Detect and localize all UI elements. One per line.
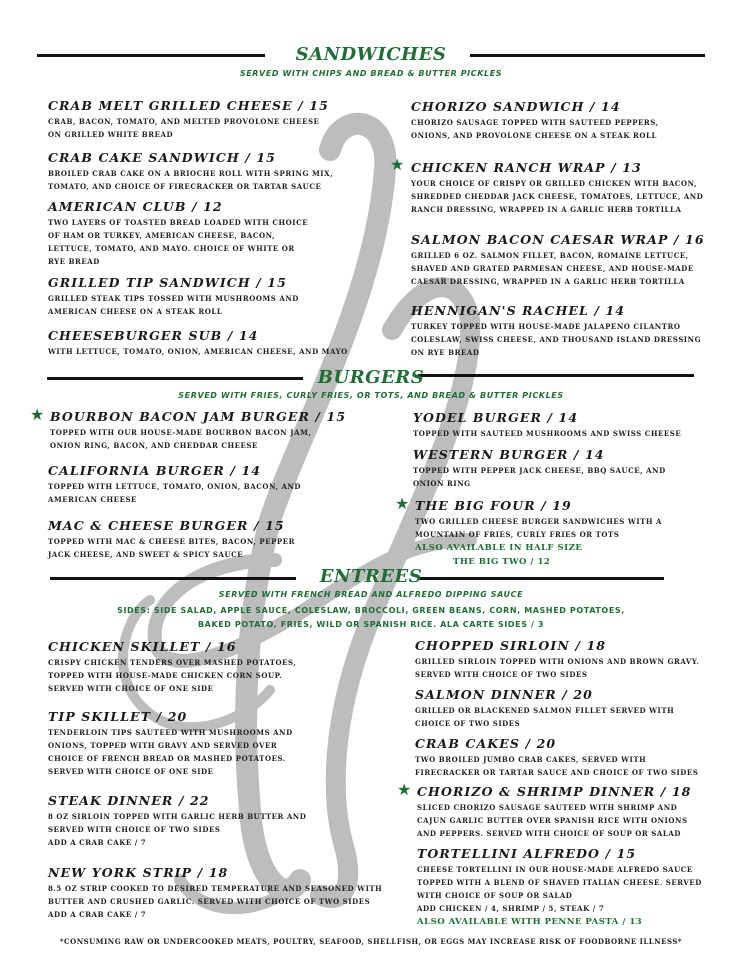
item-desc: CRAB, BACON, TOMATO, AND MELTED PROVOLONE CHEESE [48,117,320,126]
item-desc: GRILLED STEAK TIPS TOSSED WITH MUSHROOMS AND [48,294,299,303]
menu-item [415,497,715,569]
item-desc: SHAVED AND GRATED PARMESAN CHEESE, AND HOUSE-MADE [411,264,694,273]
sides-list: SIDES: SIDE SALAD, APPLE SAUCE, COLESLAW, BROCCOLI, GREEN BEANS, CORN, MASHED POTATOES, [117,606,625,615]
item-desc: CAJUN GARLIC BUTTER OVER SPANISH RICE WITH ONIONS [417,816,688,825]
item-desc: CHOICE OF FRENCH BREAD OR MASHED POTATOES. [48,754,286,763]
item-name: MAC & CHEESE BURGER / 15 [48,518,285,533]
item-desc: ON GRILLED WHITE BREAD [48,130,174,139]
item-desc: ONION RING, BACON, AND CHEDDAR CHEESE [50,441,258,450]
item-name: CHEESEBURGER SUB / 14 [48,328,259,343]
item-name: THE BIG FOUR / 19 [415,498,572,513]
item-desc: AND PEPPERS. SERVED WITH CHOICE OF SOUP OR SALAD [417,829,681,838]
item-desc: WITH CHOICE OF SOUP OR SALAD [417,891,573,900]
item-desc: TOPPED WITH OUR HOUSE-MADE BOURBON BACON JAM, [50,428,312,437]
item-note: ALSO AVAILABLE IN HALF SIZE [415,543,583,553]
menu-item [415,686,725,730]
item-desc: TWO LAYERS OF TOASTED BREAD LOADED WITH CHOICE [48,218,309,227]
sides-list: BAKED POTATO, FRIES, WILD OR SPANISH RICE. ALA CARTE SIDES / 3 [197,620,545,629]
section-title-entrees: ENTREES [319,566,423,587]
item-desc: AMERICAN CHEESE ON A STEAK ROLL [48,307,223,316]
item-note: ALSO AVAILABLE WITH PENNE PASTA / 13 [417,917,643,927]
item-name: GRILLED TIP SANDWICH / 15 [48,275,287,290]
item-desc: ADD A CRAB CAKE / 7 [48,838,147,847]
item-desc: BROILED CRAB CAKE ON A BRIOCHE ROLL WITH SPRING MIX, [48,169,334,178]
item-desc: GRILLED SIRLOIN TOPPED WITH ONIONS AND BROWN GRAVY. [415,657,700,666]
item-desc: GRILLED OR BLACKENED SALMON FILLET SERVED WITH [415,706,675,715]
menu-item [411,302,721,359]
item-desc: MOUNTAIN OF FRIES, CURLY FRIES OR TOTS [415,530,620,539]
item-desc: RYE BREAD [48,257,100,266]
item-desc: AMERICAN CHEESE [48,495,137,504]
item-desc: OF HAM OR TURKEY, AMERICAN CHEESE, BACON, [48,231,276,240]
menu-item [415,735,725,779]
menu-item [48,638,368,695]
item-desc: ONIONS, TOPPED WITH GRAVY AND SERVED OVER [48,741,278,750]
item-desc: TWO BROILED JUMBO CRAB CAKES, SERVED WITH [415,755,647,764]
menu-item [415,637,725,681]
item-desc: TURKEY TOPPED WITH HOUSE-MADE JALAPENO CILANTRO [411,322,681,331]
item-desc: SERVED WITH CHOICE OF TWO SIDES [48,825,221,834]
item-desc: ADD CHICKEN / 4, SHRIMP / 5, STEAK / 7 [417,904,605,913]
item-name: CHORIZO SANDWICH / 14 [411,99,621,114]
item-desc: CHOICE OF TWO SIDES [415,719,521,728]
item-desc: ONIONS, AND PROVOLONE CHEESE ON A STEAK ROLL [411,131,657,140]
menu-item [48,792,368,849]
item-desc: LETTUCE, TOMATO, AND MAYO. CHOICE OF WHITE OR [48,244,295,253]
item-desc: ON RYE BREAD [411,348,480,357]
item-name: AMERICAN CLUB / 12 [48,199,223,214]
menu-item [411,159,721,216]
item-name: SALMON DINNER / 20 [415,687,593,702]
item-desc: BUTTER AND CRUSHED GARLIC. SERVED WITH CHOICE OF TWO SIDES [48,897,371,906]
menu-item [413,409,713,440]
star-icon: ★ [390,155,405,174]
menu-item [50,408,370,452]
menu-item [48,274,368,318]
section-subtitle-entrees: SERVED WITH FRENCH BREAD AND ALFREDO DIPPING SAUCE [218,590,524,599]
menu-item [48,97,368,141]
menu-item [48,708,368,778]
item-desc: TOPPED WITH A BLEND OF SHAVED ITALIAN CHEESE. SERVED [417,878,702,887]
item-desc: TOMATO, AND CHOICE OF FIRECRACKER OR TARTAR SAUCE [48,182,322,191]
item-desc: TENDERLOIN TIPS SAUTEED WITH MUSHROOMS AND [48,728,293,737]
item-desc: RANCH DRESSING, WRAPPED IN A GARLIC HERB TORTILLA [411,205,682,214]
item-desc: TOPPED WITH MAC & CHEESE BITES, BACON, PEPPER [48,537,295,546]
section-title-burgers: BURGERS [317,367,425,388]
item-name: CRAB CAKES / 20 [415,736,557,751]
menu-item [411,98,711,142]
item-name: NEW YORK STRIP / 18 [48,865,229,880]
menu-item [417,783,727,840]
menu-item [48,517,368,561]
menu-item [411,231,721,288]
item-name: CRAB MELT GRILLED CHEESE / 15 [48,98,329,113]
item-desc: COLESLAW, SWISS CHEESE, AND THOUSAND ISLAND DRESSING [411,335,702,344]
item-desc: TWO GRILLED CHEESE BURGER SANDWICHES WITH A [415,517,663,526]
item-desc: SERVED WITH CHOICE OF ONE SIDE [48,684,214,693]
item-note: THE BIG TWO / 12 [453,557,551,567]
item-desc: SERVED WITH CHOICE OF TWO SIDES [415,670,588,679]
item-desc: TOPPED WITH SAUTEED MUSHROOMS AND SWISS CHEESE [413,429,682,438]
item-name: YODEL BURGER / 14 [413,410,579,425]
section-subtitle-sandwiches: SERVED WITH CHIPS AND BREAD & BUTTER PICKLES [239,69,503,78]
item-name: HENNIGAN'S RACHEL / 14 [411,303,626,318]
menu-item [48,864,388,921]
item-desc: CHEESE TORTELLINI IN OUR HOUSE-MADE ALFREDO SAUCE [417,865,693,874]
item-desc: 8 OZ SIRLOIN TOPPED WITH GARLIC HERB BUTTER AND [48,812,307,821]
item-desc: SHREDDED CHEDDAR JACK CHEESE, TOMATOES, LETTUCE, AND [411,192,704,201]
item-desc: TOPPED WITH HOUSE-MADE CHICKEN CORN SOUP. [48,671,283,680]
item-desc: GRILLED 6 OZ. SALMON FILLET, BACON, ROMAINE LETTUCE, [411,251,689,260]
item-name: CHICKEN SKILLET / 16 [48,639,237,654]
item-desc: CHORIZO SAUSAGE TOPPED WITH SAUTEED PEPPERS, [411,118,659,127]
menu-item [48,198,368,268]
menu-item [48,149,368,193]
item-desc: FIRECRACKER OR TARTAR SAUCE AND CHOICE OF TWO SIDES [415,768,699,777]
star-icon: ★ [395,494,410,513]
item-desc: ADD A CRAB CAKE / 7 [48,910,147,919]
item-name: CHORIZO & SHRIMP DINNER / 18 [417,784,692,799]
menu-item [48,462,368,506]
item-name: TORTELLINI ALFREDO / 15 [417,846,637,861]
section-subtitle-burgers: SERVED WITH FRIES, CURLY FRIES, OR TOTS, AND BREAD & BUTTER PICKLES [178,391,564,400]
menu-item [417,845,727,929]
item-name: TIP SKILLET / 20 [48,709,188,724]
item-name: WESTERN BURGER / 14 [413,447,605,462]
section-title-sandwiches: SANDWICHES [295,44,447,65]
item-desc: SERVED WITH CHOICE OF ONE SIDE [48,767,214,776]
item-desc: TOPPED WITH PEPPER JACK CHEESE, BBQ SAUCE, AND [413,466,666,475]
star-icon: ★ [397,780,412,799]
item-desc: SLICED CHORIZO SAUSAGE SAUTEED WITH SHRIMP AND [417,803,678,812]
item-name: BOURBON BACON JAM BURGER / 15 [50,409,347,424]
star-icon: ★ [30,405,45,424]
item-desc: CRISPY CHICKEN TENDERS OVER MASHED POTATOES, [48,658,297,667]
allergy-disclaimer: *CONSUMING RAW OR UNDERCOOKED MEATS, POULTRY, SEAFOOD, SHELLFISH, OR EGGS MAY INCREASE RISK OF FOODBORNE ILLNESS* [59,937,683,946]
item-desc: JACK CHEESE, AND SWEET & SPICY SAUCE [48,550,244,559]
item-desc: YOUR CHOICE OF CRISPY OR GRILLED CHICKEN WITH BACON, [411,179,698,188]
item-name: STEAK DINNER / 22 [48,793,210,808]
item-desc: 8.5 OZ STRIP COOKED TO DESIRED TEMPERATURE AND SEASONED WITH [48,884,383,893]
item-name: CRAB CAKE SANDWICH / 15 [48,150,276,165]
item-desc: TOPPED WITH LETTUCE, TOMATO, ONION, BACON, AND [48,482,301,491]
item-name: SALMON BACON CAESAR WRAP / 16 [411,232,705,247]
menu-item [48,327,378,358]
item-desc: ONION RING [413,479,471,488]
item-name: CALIFORNIA BURGER / 14 [48,463,262,478]
item-desc: WITH LETTUCE, TOMATO, ONION, AMERICAN CHEESE, AND MAYO [48,347,348,356]
item-desc: CAESAR DRESSING, WRAPPED IN A GARLIC HERB TORTILLA [411,277,685,286]
item-name: CHICKEN RANCH WRAP / 13 [411,160,642,175]
item-name: CHOPPED SIRLOIN / 18 [415,638,607,653]
menu-item [413,446,713,490]
